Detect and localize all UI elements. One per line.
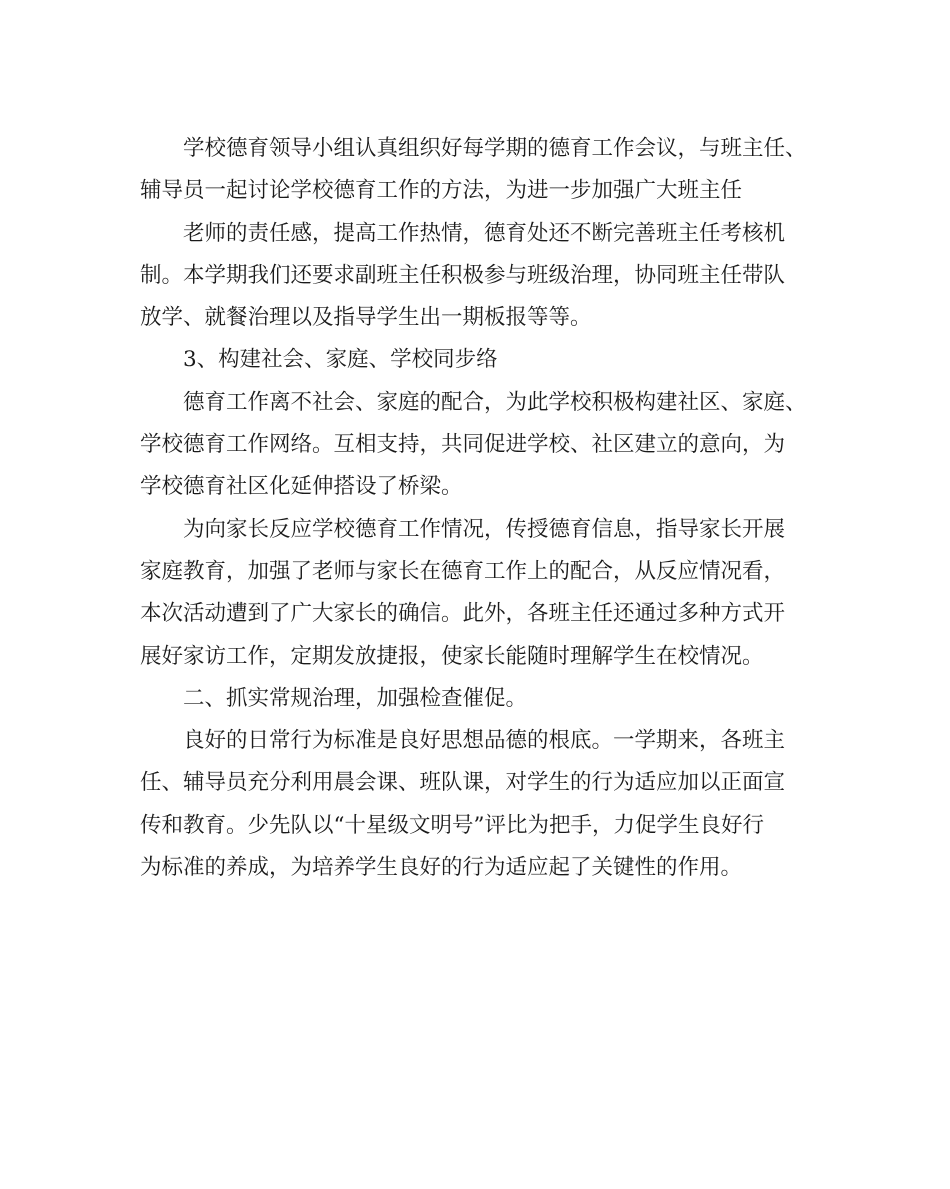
document-body xyxy=(140,128,812,889)
paragraph-line: 为向家长反应学校德育工作情况，传授德育信息，指导家长开展 xyxy=(183,516,786,542)
paragraph-line: 本次活动遭到了广大家长的确信。此外，各班主任还通过多种方式开 xyxy=(140,601,786,627)
paragraph-line: 老师的责任感，提高工作热情，德育处还不断完善班主任考核机 xyxy=(183,220,786,246)
paragraph-line: 传和教育。少先队以“十星级文明号”评比为把手，力促学生良好行 xyxy=(140,812,764,838)
paragraph-line: 为标准的养成，为培养学生良好的行为适应起了关键性的作用。 xyxy=(140,855,743,881)
section-heading: 二、抓实常规治理，加强检查催促。 xyxy=(183,685,528,711)
paragraph-line: 家庭教育，加强了老师与家长在德育工作上的配合，从反应情况看， xyxy=(140,558,786,584)
paragraph-line: 放学、就餐治理以及指导学生出一期板报等等。 xyxy=(140,305,592,331)
paragraph-line: 展好家访工作，定期发放捷报，使家长能随时理解学生在校情况。 xyxy=(140,643,764,669)
paragraph-line: 学校德育工作网络。互相支持，共同促进学校、社区建立的意向，为 xyxy=(140,432,786,458)
paragraph-line: 任、辅导员充分利用晨会课、班队课，对学生的行为适应加以正面宣 xyxy=(140,770,786,796)
paragraph-line: 学校德育领导小组认真组织好每学期的德育工作会议，与班主任、 xyxy=(183,136,807,161)
paragraph-line: 制。本学期我们还要求副班主任积极参与班级治理，协同班主任带队 xyxy=(140,262,786,288)
section-heading: 3、构建社会、家庭、学校同步络 xyxy=(183,347,498,373)
paragraph-line: 辅导员一起讨论学校德育工作的方法，为进一步加强广大班主任 xyxy=(140,178,743,204)
paragraph-line: 德育工作离不社会、家庭的配合，为此学校积极构建社区、家庭、 xyxy=(183,389,807,415)
paragraph-line: 学校德育社区化延伸搭设了桥梁。 xyxy=(140,474,463,500)
paragraph-line: 良好的日常行为标准是良好思想品德的根底。一学期来，各班主 xyxy=(183,728,786,754)
